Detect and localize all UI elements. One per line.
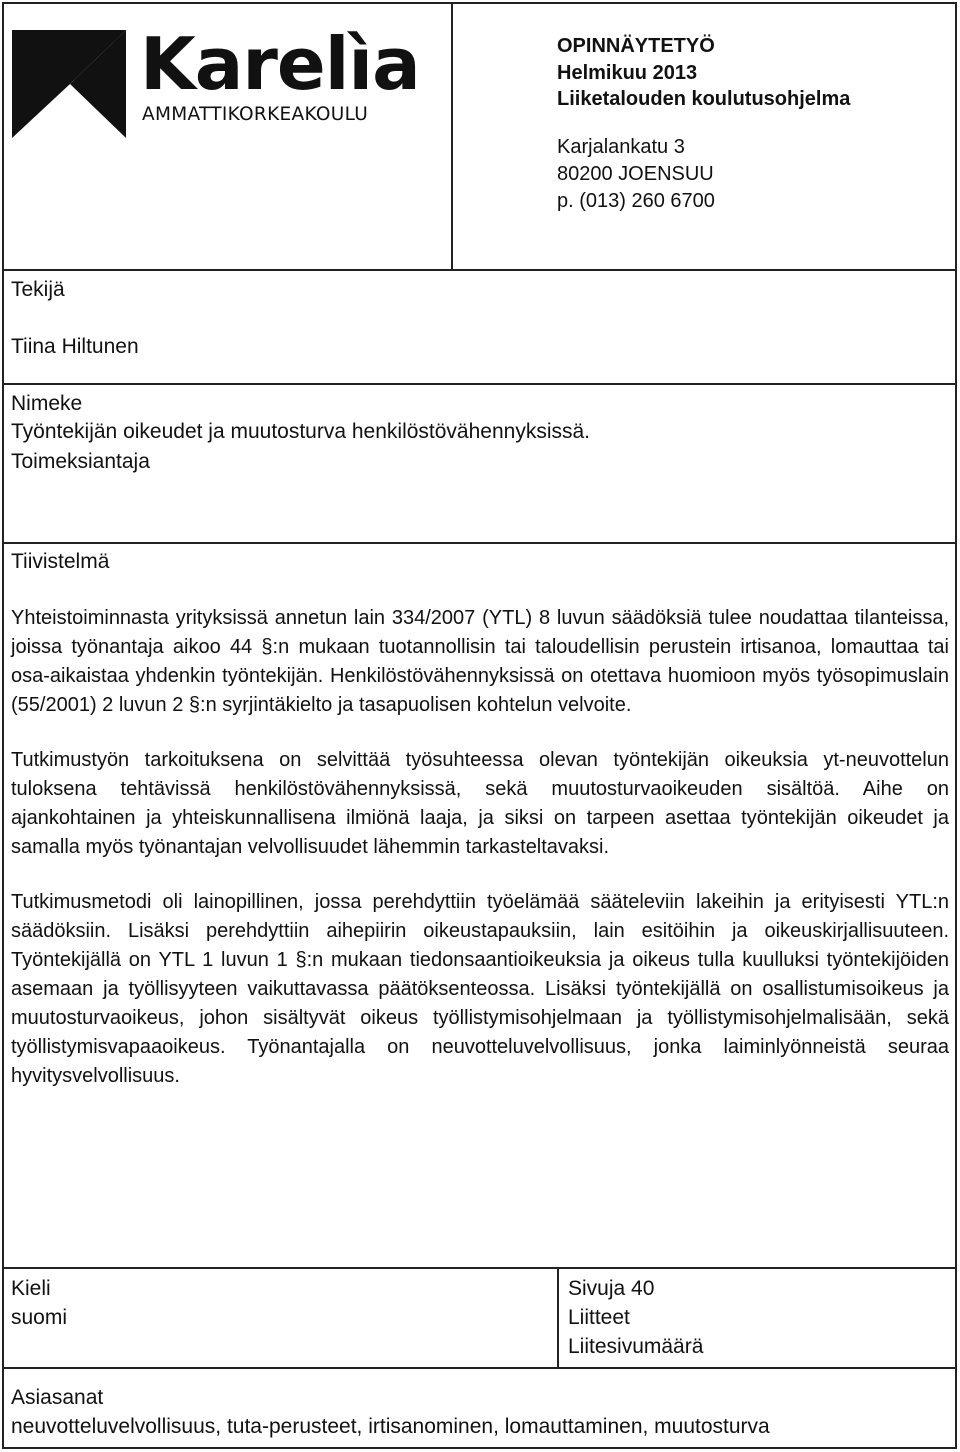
address-block [557, 134, 947, 215]
address-street: Karjalankatu 3 [557, 136, 685, 158]
author-value: Tiina Hiltunen [11, 335, 139, 358]
client-label: Toimeksiantaja [11, 450, 150, 473]
meta-divider-vertical [557, 1267, 559, 1368]
address-phone: p. (013) 260 6700 [557, 190, 715, 212]
keywords-label: Asiasanat [11, 1386, 104, 1409]
title-value: Työntekijän oikeudet ja muutosturva henkilöstövähennyksissä. [11, 420, 590, 443]
header-divider-horizontal [2, 269, 957, 271]
karelia-logo [10, 18, 450, 138]
doc-date: Helmikuu 2013 [557, 61, 698, 84]
attachment-pages-label: Liitesivumäärä [568, 1335, 704, 1358]
address-city: 80200 JOENSUU [557, 163, 714, 185]
meta-divider-bottom [2, 1367, 957, 1369]
abstract-label: Tiivistelmä [11, 550, 110, 573]
client-divider [2, 542, 957, 544]
author-divider [2, 383, 957, 385]
title-label: Nimeke [11, 392, 83, 415]
language-value: suomi [11, 1306, 68, 1329]
keywords-value: neuvotteluvelvollisuus, tuta-perusteet, irtisanominen, lomauttaminen, muutosturva [11, 1415, 770, 1438]
language-label: Kieli [11, 1277, 51, 1300]
meta-divider-top [2, 1267, 957, 1269]
logo-wordmark: Karelìa [140, 22, 420, 106]
author-label: Tekijä [11, 278, 65, 301]
abstract-paragraph: Tutkimustyön tarkoituksena on selvittää työsuhteessa olevan työntekijän oikeuksia yt-neuvottelun tuloksena tehtävissä henkilöstövähennyksissä, sekä muutosturvaoikeuden sisältöä. Aihe on ajankohtainen ja yhteiskunnallisena ilmiönä laaja, ja siksi on tarpeen asettaa työntekijän oikeudet ja samalla myös työnantajan velvollisuudet lähemmin tarkasteltavaksi. [11, 749, 949, 858]
abstract-paragraph: Yhteistoiminnasta yrityksissä annetun lain 334/2007 (YTL) 8 luvun säädöksiä tulee noudattaa tilanteissa, joissa työnantaja aikoo 44 §:n mukaan tuotannollisin tai taloudellisin perustein irtisanoa, lomauttaa tai osa-aikaistaa yhdenkin työntekijän. Henkilöstövähennyksissä on otettava huomioon myös työsopimuslain (55/2001) 2 luvun 2 §:n syrjintäkielto ja tasapuolisen kohtelun velvoite. [11, 607, 949, 716]
header-divider-vertical [451, 2, 453, 271]
pages-count: Sivuja 40 [568, 1277, 655, 1300]
abstract-body [11, 604, 949, 1117]
attachments-label: Liitteet [568, 1306, 630, 1329]
doc-type: OPINNÄYTETYÖ [557, 35, 715, 57]
logo-subtitle: AMMATTIKORKEAKOULU [142, 104, 369, 125]
header-info [557, 33, 947, 113]
abstract-paragraph: Tutkimusmetodi oli lainopillinen, jossa perehdyttiin työelämää sääteleviin lakeihin ja erityisesti YTL:n säädöksiin. Lisäksi perehdyttiin aihepiirin oikeustapauksiin, lain esitöihin ja oikeuskirjallisuuteen. Työntekijällä on YTL 1 luvun 1 §:n mukaan tiedonsaantioikeuksia ja oikeus tulla kuulluksi työntekijöiden asemaan ja työllisyyteen vaikuttavassa päätöksenteossa. Lisäksi työntekijällä on osallistumisoikeus ja muutosturvaoikeus, johon sisältyvät oikeus työllistymisohjelmaan ja työllistymisohjelmalisään, sekä työllistymisvapaaoikeus. Työnantajalla on neuvotteluvelvollisuus, jonka laiminlyönneistä seuraa hyvitysvelvollisuus. [11, 891, 949, 1087]
degree-programme: Liiketalouden koulutusohjelma [557, 88, 851, 110]
